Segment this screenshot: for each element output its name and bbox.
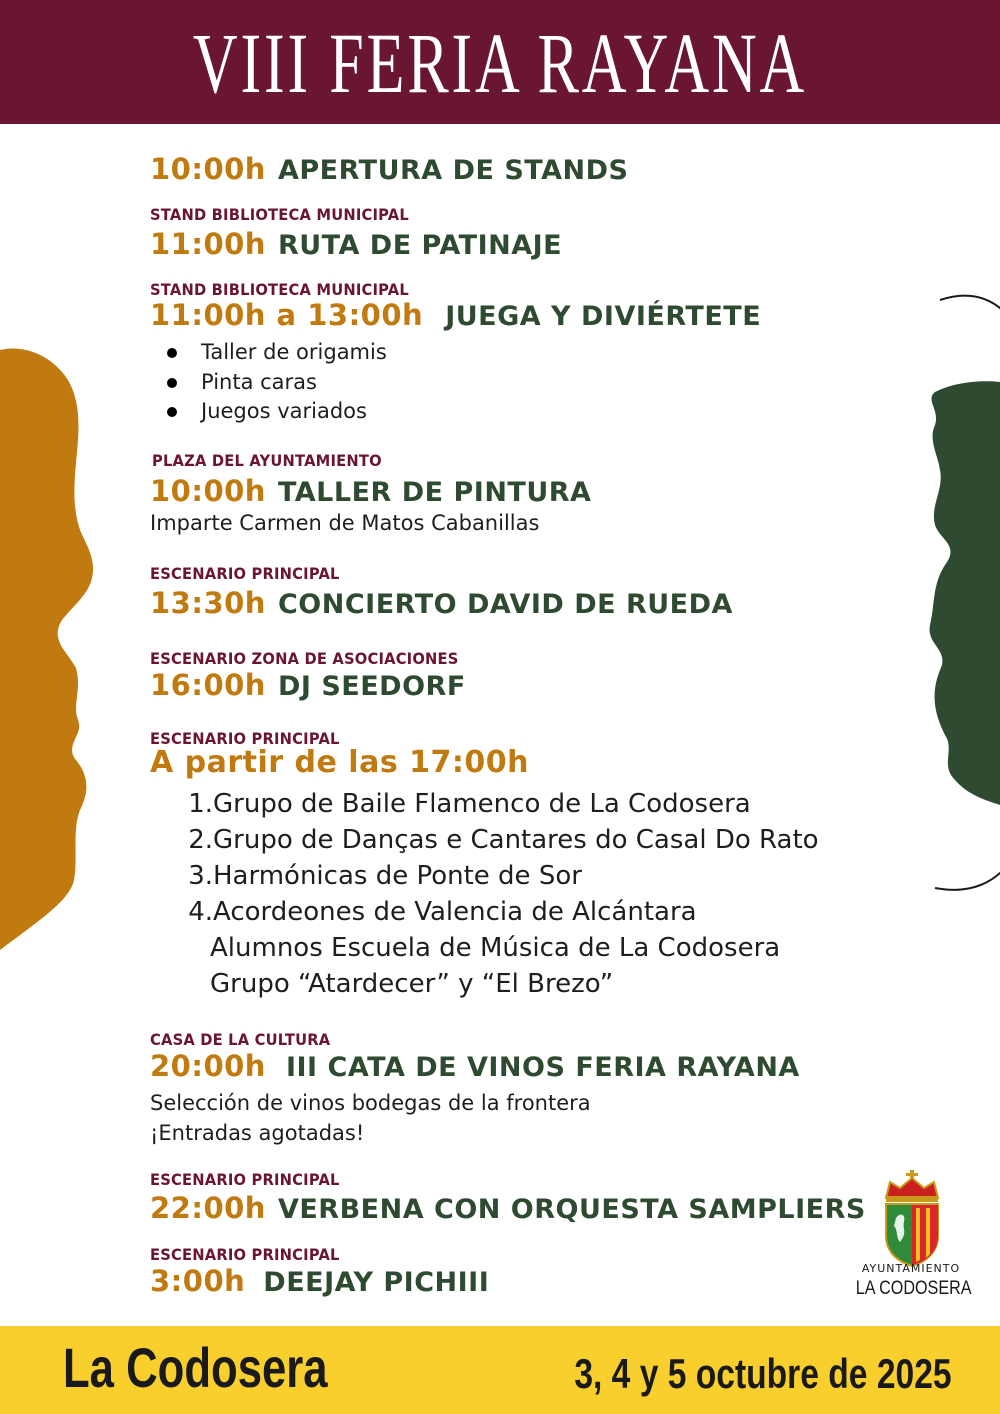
- event-row: [150, 227, 562, 261]
- event-location: ESCENARIO ZONA DE ASOCIACIONES: [150, 649, 459, 668]
- event-location: STAND BIBLIOTECA MUNICIPAL: [150, 280, 409, 299]
- event-row: [150, 1049, 800, 1083]
- event-title: DJ SEEDORF: [277, 671, 466, 702]
- performers-list: [180, 786, 819, 1002]
- list-item: 3. Harmónicas de Ponte de Sor: [188, 861, 582, 891]
- list-item: 4. Acordeones de Valencia de Alcántara: [188, 897, 697, 927]
- logo-line-2: LA CODOSERA: [855, 1278, 972, 1299]
- event-row: [150, 298, 761, 332]
- bullet-icon: [167, 348, 177, 358]
- event-note: ¡Entradas agotadas!: [150, 1121, 365, 1145]
- event-location: STAND BIBLIOTECA MUNICIPAL: [150, 205, 409, 224]
- activity-list: [165, 338, 387, 427]
- event-row: [150, 745, 529, 780]
- event-row: [150, 1191, 866, 1225]
- performers-extra-line: Grupo “Atardecer” y “El Brezo”: [210, 969, 614, 999]
- event-title: VERBENA CON ORQUESTA SAMPLIERS: [277, 1194, 866, 1225]
- event-time: 10:00h: [150, 474, 266, 508]
- left-orange-silhouette: [0, 348, 93, 950]
- event-time: 16:00h: [150, 668, 266, 702]
- event-time: 13:30h: [150, 586, 266, 620]
- event-row: [150, 586, 733, 620]
- bullet-icon: [167, 407, 177, 417]
- bullet-icon: [167, 378, 177, 388]
- event-location: ESCENARIO PRINCIPAL: [150, 1245, 340, 1264]
- event-title: JUEGA Y DIVIÉRTETE: [445, 301, 762, 332]
- event-location: ESCENARIO PRINCIPAL: [150, 564, 340, 583]
- event-title: TALLER DE PINTURA: [277, 477, 592, 508]
- right-green-silhouette: [930, 381, 1000, 805]
- page-title: VIII FERIA RAYANA: [192, 15, 808, 111]
- event-time: 10:00h: [150, 152, 266, 186]
- event-row: [150, 474, 591, 508]
- event-location: PLAZA DEL AYUNTAMIENTO: [152, 451, 382, 470]
- event-row: [150, 668, 466, 702]
- event-row: [150, 152, 628, 186]
- event-location: ESCENARIO PRINCIPAL: [150, 729, 340, 748]
- list-item: 1. Grupo de Baile Flamenco de La Codosera: [188, 789, 751, 819]
- list-item: Pinta caras: [165, 368, 387, 398]
- list-item: Juegos variados: [165, 397, 387, 427]
- list-item: Taller de origamis: [165, 338, 387, 368]
- event-location: CASA DE LA CULTURA: [150, 1030, 331, 1049]
- event-time: 11:00h: [150, 227, 266, 261]
- event-note: Selección de vinos bodegas de la frontera: [150, 1091, 591, 1115]
- event-title: CONCIERTO DAVID DE RUEDA: [277, 589, 733, 620]
- footer-place: La Codosera: [63, 1336, 328, 1399]
- event-time: A partir de las 17:00h: [150, 745, 529, 780]
- event-row: [150, 1264, 489, 1298]
- event-time: 22:00h: [150, 1191, 266, 1225]
- logo-line-1: AYUNTAMIENTO: [861, 1262, 961, 1275]
- event-location: ESCENARIO PRINCIPAL: [150, 1170, 340, 1189]
- event-title: APERTURA DE STANDS: [277, 155, 629, 186]
- performers-extra-line: Alumnos Escuela de Música de La Codosera: [210, 933, 781, 963]
- footer-dates: 3, 4 y 5 octubre de 2025: [574, 1350, 952, 1397]
- municipal-crest-icon: [880, 1168, 944, 1268]
- event-time: 3:00h: [150, 1264, 246, 1298]
- list-item: 2. Grupo de Danças e Cantares do Casal Do Rato: [188, 825, 819, 855]
- event-time: 11:00h a 13:00h: [150, 298, 424, 332]
- event-title: DEEJAY PICHIII: [263, 1267, 490, 1298]
- event-time: 20:00h: [150, 1049, 266, 1083]
- event-title: RUTA DE PATINAJE: [277, 230, 563, 261]
- event-title: III CATA DE VINOS FERIA RAYANA: [285, 1052, 800, 1083]
- event-note: Imparte Carmen de Matos Cabanillas: [150, 511, 540, 535]
